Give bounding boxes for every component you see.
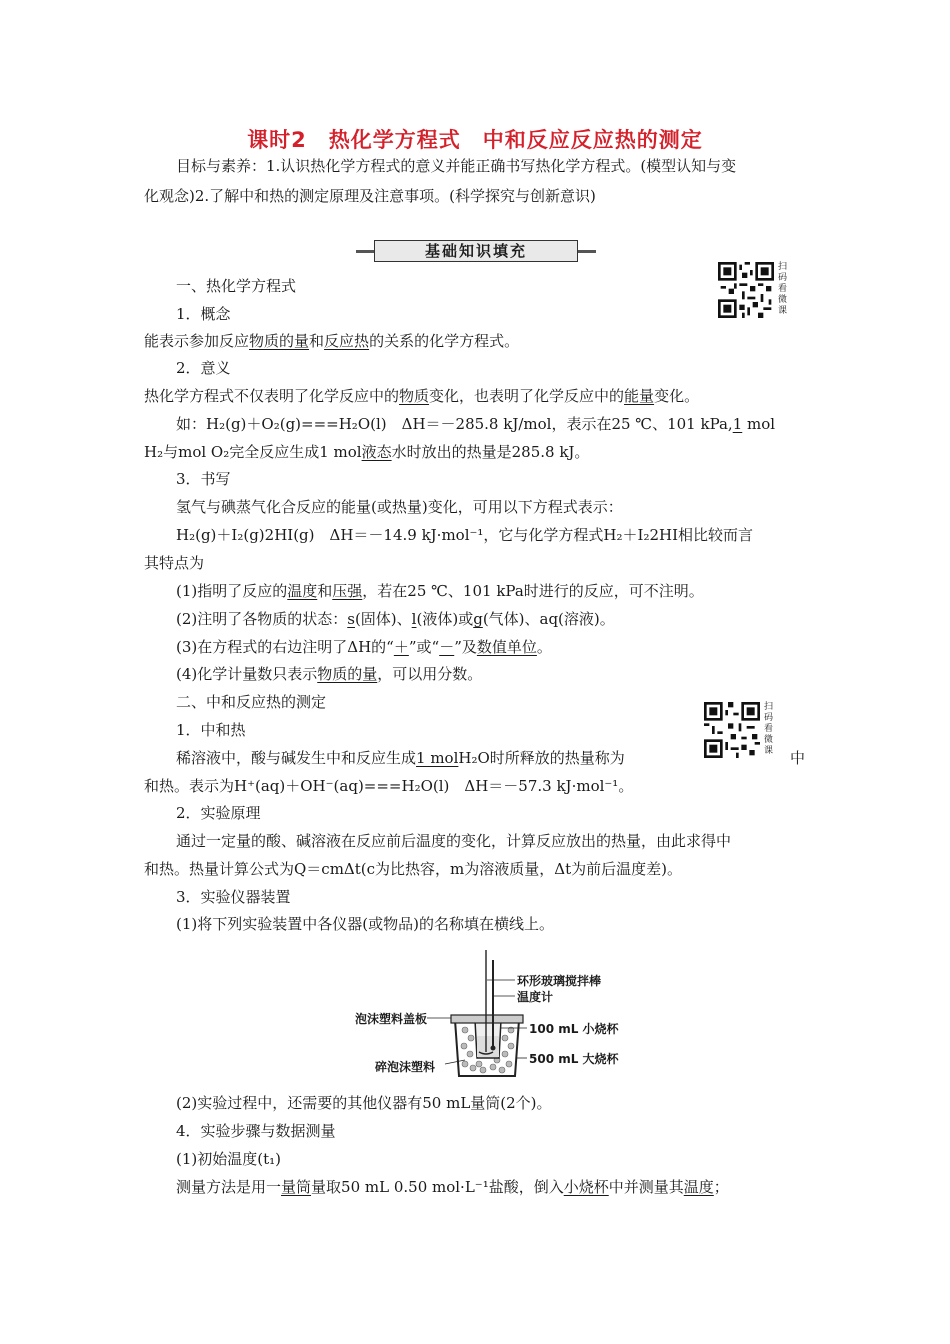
fill-answer: 1 <box>732 415 743 433</box>
fill-answer: 温度 <box>287 582 318 600</box>
paragraph: (1)将下列实验装置中各仪器(或物品)的名称填在横线上。 <box>176 915 554 933</box>
fill-answer: ＋ <box>393 638 409 656</box>
fill-answer: 压强 <box>332 582 363 600</box>
qr-code-icon[interactable] <box>704 702 760 758</box>
fill-answer: 液态 <box>361 443 392 461</box>
paragraph: 稀溶液中，酸与碱发生中和反应生成1 molH₂O时所释放的热量称为 <box>176 749 625 767</box>
fill-answer: 物质的量 <box>249 332 310 350</box>
subsection-title: 3．书写 <box>176 470 231 488</box>
label-small-beaker: 100 mL 小烧杯 <box>529 1022 619 1036</box>
page-title: 课时2 热化学方程式 中和反应反应热的测定 <box>247 128 703 152</box>
list-item: (2)注明了各物质的状态：s(固体)、l(液体)或g(气体)、aq(溶液)。 <box>176 610 615 628</box>
paragraph: 和热。热量计算公式为Q＝cmΔt(c为比热容，m为溶液质量，Δt为前后温度差)。 <box>144 860 682 878</box>
fill-answer: 能量 <box>624 387 655 405</box>
section-heading: 一、热化学方程式 <box>176 277 297 295</box>
paragraph: 氢气与碘蒸气化合反应的能量(或热量)变化，可用以下方程式表示： <box>176 498 623 516</box>
qr-code-icon[interactable] <box>718 262 774 318</box>
label-foam-pieces: 碎泡沫塑料 <box>375 1060 436 1074</box>
paragraph: 能表示参加反应物质的量和反应热的关系的化学方程式。 <box>144 332 520 350</box>
list-item: (1)指明了反应的温度和压强，若在25 ℃、101 kPa时进行的反应，可不注明。 <box>176 582 704 600</box>
paragraph: (2)实验过程中，还需要的其他仪器有50 mL量筒(2个)。 <box>176 1094 552 1112</box>
subsection-title: 4．实验步骤与数据测量 <box>176 1122 336 1140</box>
subsection-title: 1．概念 <box>176 305 231 323</box>
section-heading: 二、中和反应热的测定 <box>176 693 327 711</box>
fill-answer: 物质的量 <box>317 665 378 683</box>
goals-line-1: 目标与素养：1.认识热化学方程式的意义并能正确书写热化学方程式。(模型认知与变 <box>176 157 737 175</box>
label-large-beaker: 500 mL 大烧杯 <box>529 1052 619 1066</box>
example-line: H₂与mol O₂完全反应生成1 mol液态水时放出的热量是285.8 kJ。 <box>144 443 590 461</box>
fill-answer: － <box>439 638 455 656</box>
subsection-title: 2．实验原理 <box>176 804 261 822</box>
subsection-title: 1．中和热 <box>176 721 246 739</box>
subsection-title: 2．意义 <box>176 359 231 377</box>
list-item: (4)化学计量数只表示物质的量，可以用分数。 <box>176 665 483 683</box>
example-line: 如：H₂(g)＋O₂(g)===H₂O(l) ΔH＝－285.8 kJ/mol，表示在25 ℃、101 kPa,1 mol <box>176 415 776 433</box>
banner-label: 基础知识填充 <box>374 240 578 262</box>
fill-answer: 温度 <box>683 1178 714 1196</box>
label-thermometer: 温度计 <box>517 990 554 1004</box>
list-item: (1)初始温度(t₁) <box>176 1150 281 1168</box>
fill-answer: g <box>473 610 483 628</box>
list-item: (3)在方程式的右边注明了ΔH的“＋”或“－”及数值单位。 <box>176 638 552 656</box>
fill-answer: l <box>411 610 417 628</box>
goals-line-2: 化观念)2.了解中和热的测定原理及注意事项。(科学探究与创新意识) <box>144 187 596 205</box>
fill-answer: 小烧杯 <box>563 1178 609 1196</box>
paragraph: 热化学方程式不仅表明了化学反应中的物质变化，也表明了化学反应中的能量变化。 <box>144 387 700 405</box>
qr-caption: 扫码看微课 <box>778 262 788 316</box>
paragraph: 通过一定量的酸、碱溶液在反应前后温度的变化，计算反应放出的热量，由此求得中 <box>176 832 732 850</box>
equation-line: H₂(g)＋I₂(g)2HI(g) ΔH＝－14.9 kJ·mol⁻¹，它与化学方程式H₂＋I₂2HI相比较而言 <box>176 526 754 544</box>
fill-answer: 量筒 <box>281 1178 312 1196</box>
fill-answer: 物质 <box>399 387 430 405</box>
fill-answer: 1 mol <box>416 749 459 767</box>
label-glass-stirrer: 环形玻璃搅拌棒 <box>517 974 602 988</box>
paragraph: 和热。表示为H⁺(aq)＋OH⁻(aq)===H₂O(l) ΔH＝－57.3 kJ·mol⁻¹。 <box>144 777 634 795</box>
fill-answer: s <box>347 610 355 628</box>
qr-caption: 扫码看微课 <box>764 702 774 756</box>
calorimeter-diagram <box>355 940 625 1085</box>
section-banner <box>356 240 596 262</box>
paragraph-continuation: 中 <box>790 749 806 767</box>
fill-answer: 数值单位 <box>476 638 537 656</box>
label-foam-lid: 泡沫塑料盖板 <box>355 1012 428 1026</box>
paragraph: 测量方法是用一量筒量取50 mL 0.50 mol·L⁻¹盐酸，倒入小烧杯中并测量其温度； <box>176 1178 729 1196</box>
subsection-title: 3．实验仪器装置 <box>176 888 291 906</box>
fill-answer: 反应热 <box>324 332 370 350</box>
paragraph: 其特点为 <box>144 554 205 572</box>
